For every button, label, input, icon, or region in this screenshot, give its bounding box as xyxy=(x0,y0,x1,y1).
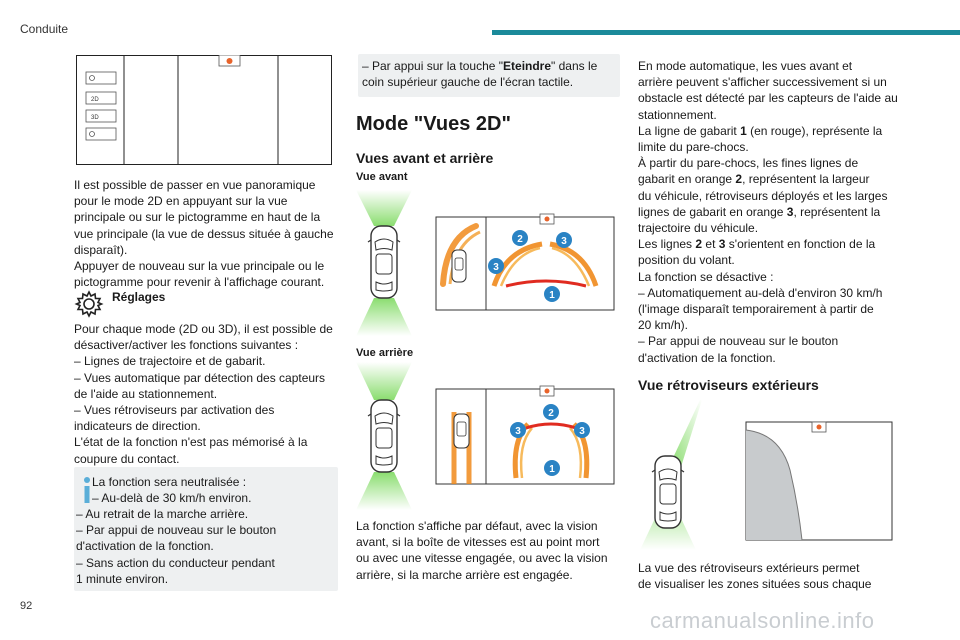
settings-title: Réglages xyxy=(112,290,166,304)
callout-3: 3 xyxy=(493,262,499,273)
section-title: Conduite xyxy=(20,22,69,36)
page-number: 92 xyxy=(20,600,33,612)
callout-3: 3 xyxy=(579,426,585,437)
button-2d-label: 2D xyxy=(91,97,99,103)
car-top-icon xyxy=(652,456,684,528)
callout-2: 2 xyxy=(548,408,554,419)
front-view-diagram xyxy=(356,186,616,336)
label-rear-view: Vue arrière xyxy=(356,347,414,359)
car-top-icon xyxy=(368,226,400,298)
paragraph-mirror-view: La vue des rétroviseurs extérieurs permet de visualiser les zones situées sous chaque xyxy=(638,561,872,592)
callout-2: 2 xyxy=(517,234,523,245)
turn-off-box: – Par appui sur la touche "Eteindre" dans le coin supérieur gauche de l'écran tactile. xyxy=(358,54,620,97)
callout-3: 3 xyxy=(561,236,567,247)
heading-front-rear: Vues avant et arrière xyxy=(356,150,494,166)
callout-3: 3 xyxy=(515,426,521,437)
screen-illustration xyxy=(76,55,332,165)
paragraph-default-display: La fonction s'affiche par défaut, avec la vision avant, si la boîte de vitesses est au point mort ou avec une vitesse engagée, ou avec la vision arrière, si la marche arrière est engagée. xyxy=(356,519,608,582)
header-accent-bar xyxy=(492,30,960,35)
paragraph-settings: Pour chaque mode (2D ou 3D), il est possible de désactiver/activer les fonctions suivantes : – Lignes de trajectoire et de gabarit. – Vues automatique par détection des capteurs de l'aide au stationnement. – Vues rétroviseurs par activation des indicateurs de direction. L'état de la fonction n'est pas mémorisé à la coupure du contact. xyxy=(74,322,333,466)
watermark: carmanualsonline.info xyxy=(650,608,875,633)
label-front-view: Vue avant xyxy=(356,171,408,183)
heading-mirror-view: Vue rétroviseurs extérieurs xyxy=(638,377,819,393)
heading-mode-2d: Mode "Vues 2D" xyxy=(356,113,511,135)
callout-1: 1 xyxy=(549,290,555,301)
paragraph-panoramic: Il est possible de passer en vue panoramique pour le mode 2D en appuyant sur la vue principale ou sur le pictogramme en haut de la vue principale (la vue de dessus située à gauche disparaît). Appuyer de nouveau sur la vue principale ou le pictogramme pour revenir à l'affichage courant. xyxy=(74,178,334,290)
mirror-view-diagram xyxy=(640,400,900,550)
info-icon xyxy=(83,476,91,504)
button-3d-label: 3D xyxy=(91,115,99,121)
gear-icon xyxy=(74,289,104,319)
paragraph-auto-mode: En mode automatique, les vues avant et arrière peuvent s'afficher successivement si un obstacle est détecté par les capteurs de l'aide au stationnement. La ligne de gabarit 1 (en rouge), représente la limite du pare-chocs. À partir du pare-chocs, les fines lignes de gabarit en orange 2, représentent la largeur du véhicule, rétroviseurs déployés et les larges lignes de gabarit en orange 3, représentent la trajectoire du véhicule. Les lignes 2 et 3 s'orientent en fonction de la position du volant. La fonction se désactive : – Automatiquement au-delà d'environ 30 km/h (l'image disparaît temporairement à partir de 20 km/h). – Par appui de nouveau sur le bouton d'activation de la fonction. xyxy=(638,59,898,365)
callout-1: 1 xyxy=(549,464,555,475)
info-box: La fonction sera neutralisée : – Au-delà de 30 km/h environ. – Au retrait de la marche arrière. – Par appui de nouveau sur le bouton d'activation de la fonction. – Sans action du conducteur pendant 1 minute environ. xyxy=(74,467,338,591)
rear-view-diagram xyxy=(356,360,616,510)
car-top-icon xyxy=(368,400,400,472)
